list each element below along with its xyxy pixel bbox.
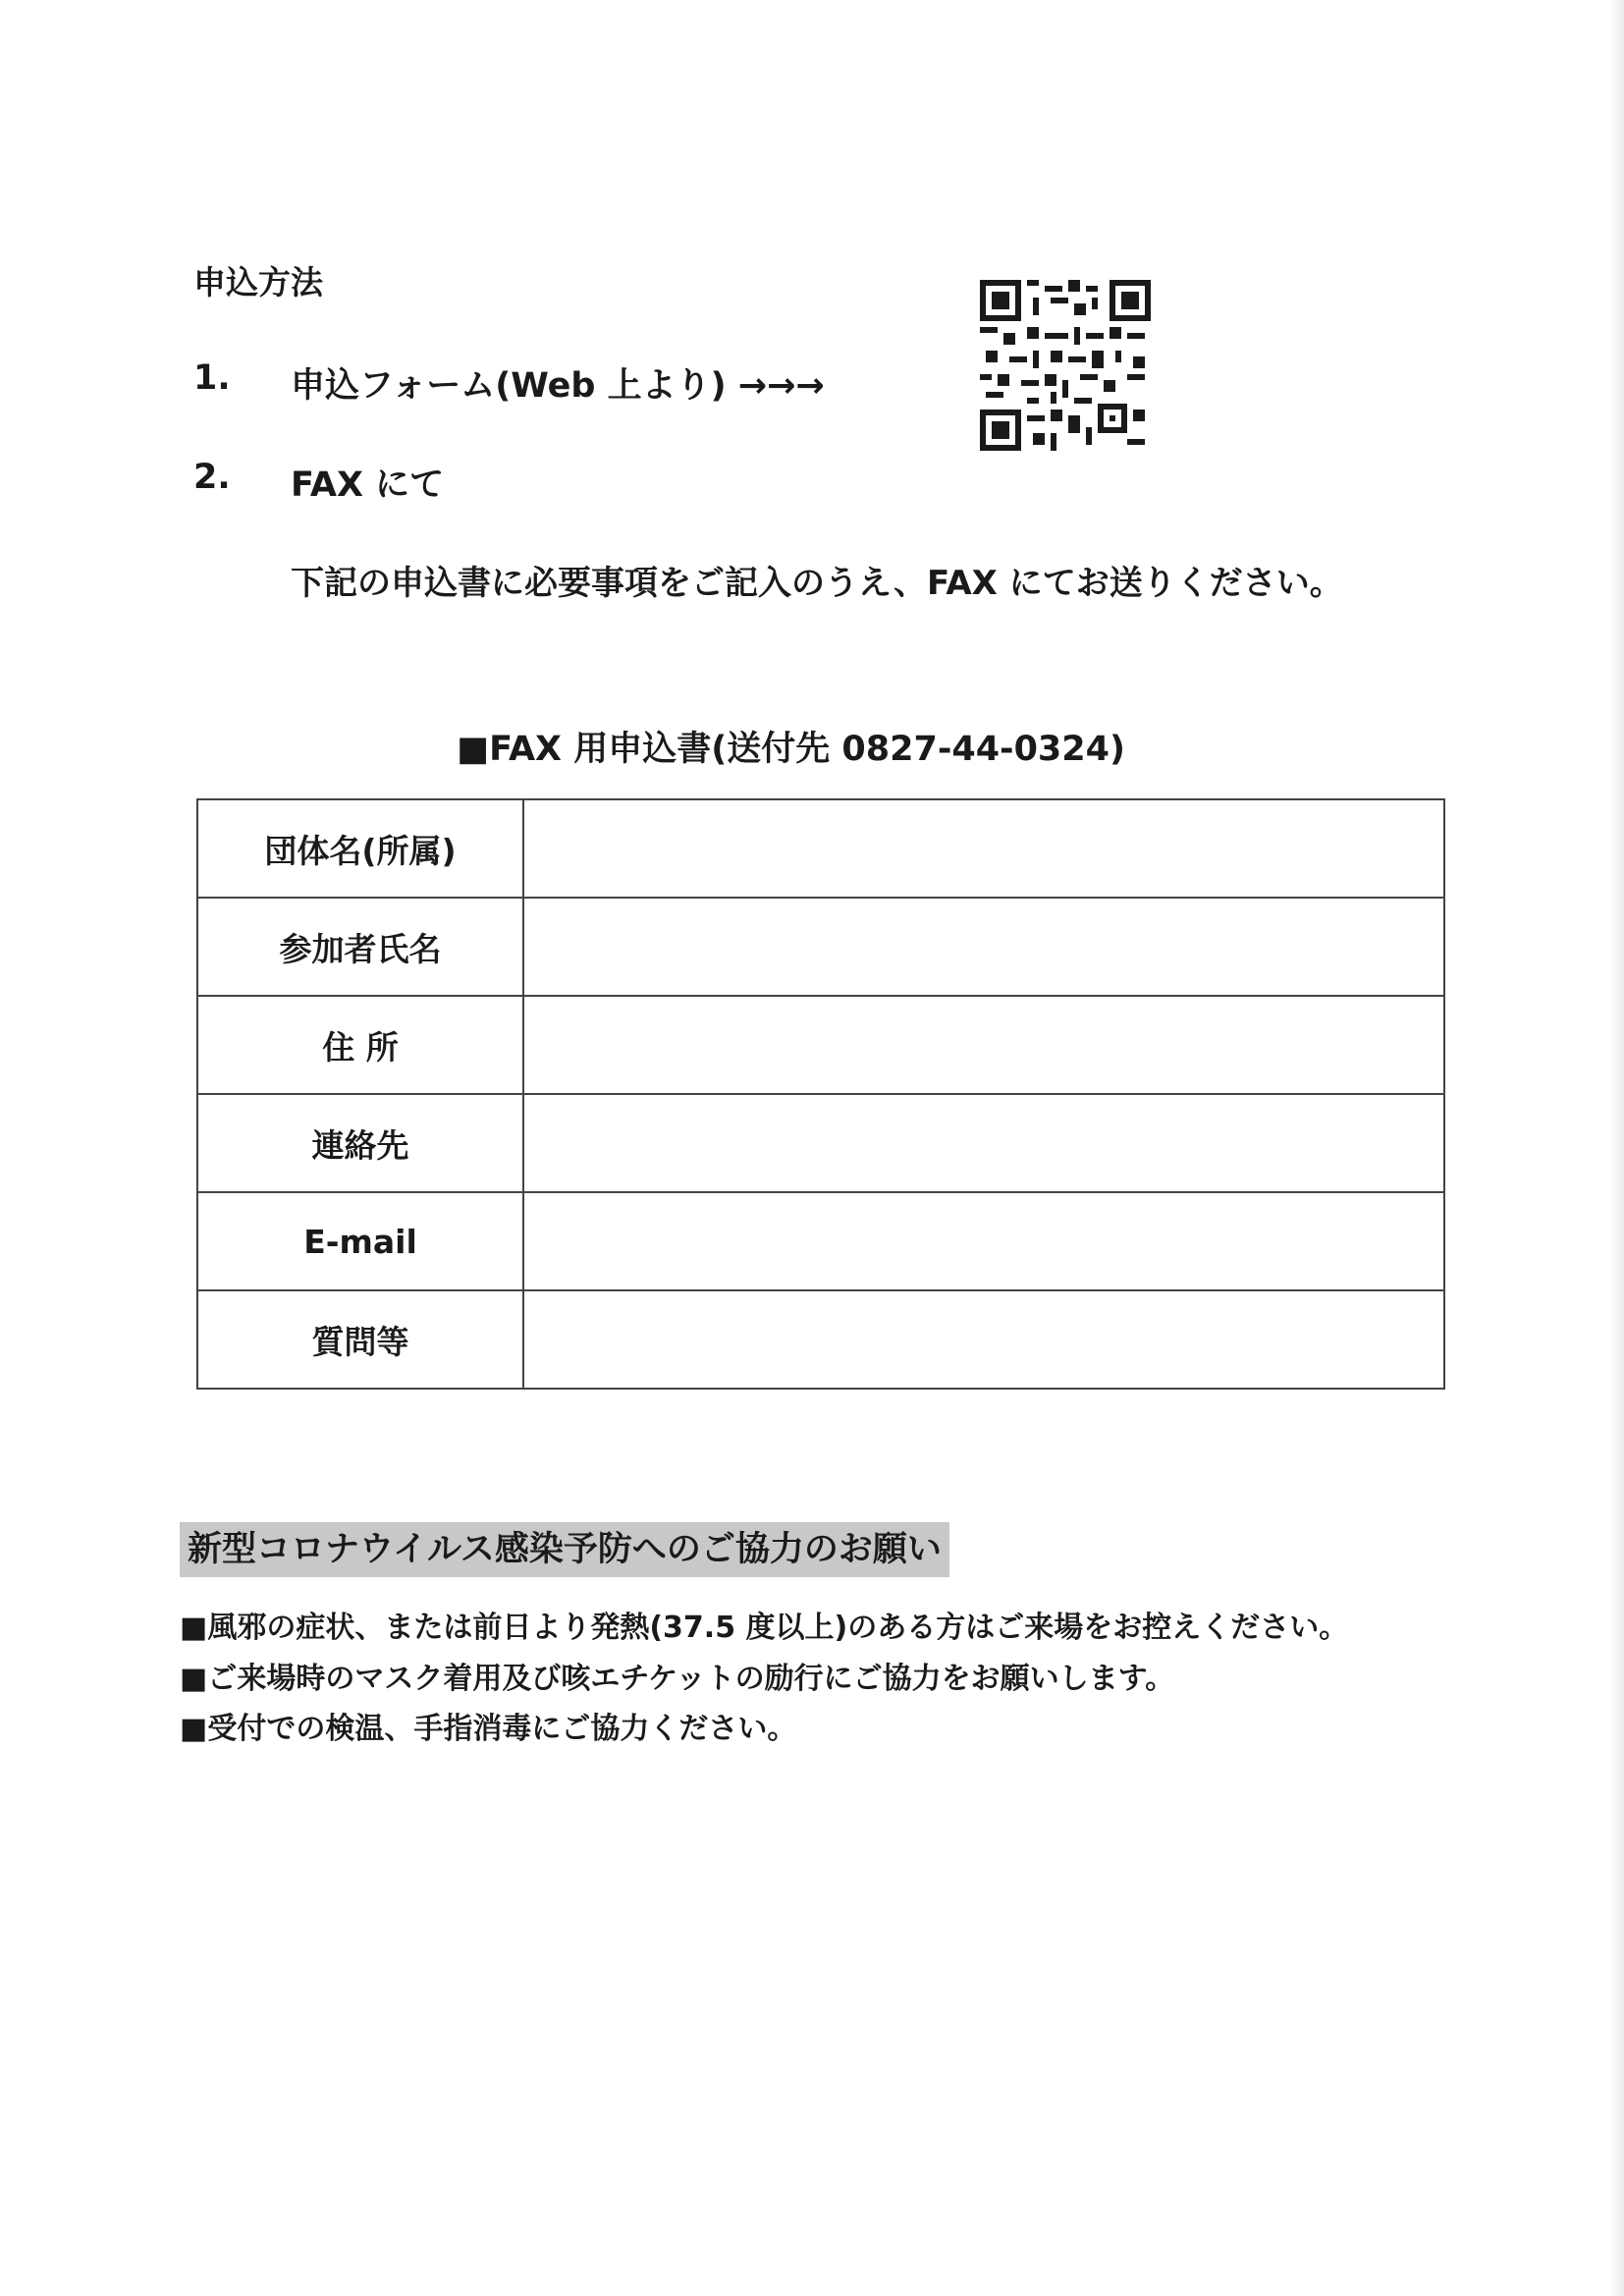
form-label-participant-name: 参加者氏名	[197, 898, 523, 996]
questions-field[interactable]	[523, 1290, 1444, 1389]
form-label-organization: 団体名(所属)	[197, 799, 523, 898]
form-row-participant-name	[197, 898, 1444, 996]
address-field[interactable]	[523, 996, 1444, 1094]
covid-notice-title: 新型コロナウイルス感染予防へのご協力のお願い	[180, 1522, 949, 1577]
notice-bullet-disinfection: ■受付での検温、手指消毒にご協力ください。	[180, 1712, 797, 1746]
item-web-form: 申込フォーム(Web 上より) →→→	[291, 366, 825, 406]
form-row-questions	[197, 1290, 1444, 1389]
contact-field[interactable]	[523, 1094, 1444, 1192]
item-fax: FAX にて	[291, 465, 445, 505]
participant-name-field[interactable]	[523, 898, 1444, 996]
qr-code-icon[interactable]	[980, 280, 1151, 451]
form-label-address: 住 所	[197, 996, 523, 1094]
notice-bullet-mask: ■ご来場時のマスク着用及び咳エチケットの励行にご協力をお願いします。	[180, 1662, 1175, 1696]
item-number-2: 2.	[193, 458, 231, 497]
form-label-questions: 質問等	[197, 1290, 523, 1389]
email-field[interactable]	[523, 1192, 1444, 1290]
form-row-contact	[197, 1094, 1444, 1192]
notice-bullet-fever: ■風邪の症状、または前日より発熱(37.5 度以上)のある方はご来場をお控えください。	[180, 1611, 1349, 1645]
item-number-1: 1.	[193, 358, 231, 398]
form-row-email	[197, 1192, 1444, 1290]
form-label-contact: 連絡先	[197, 1094, 523, 1192]
fax-instruction-text: 下記の申込書に必要事項をご記入のうえ、FAX にてお送りください。	[291, 564, 1343, 603]
scan-edge-shadow	[1610, 0, 1624, 2296]
organization-field[interactable]	[523, 799, 1444, 898]
fax-application-form	[196, 798, 1445, 1390]
form-label-email: E-mail	[197, 1192, 523, 1290]
application-method-heading: 申込方法	[193, 263, 323, 301]
form-row-address	[197, 996, 1444, 1094]
form-row-organization	[197, 799, 1444, 898]
fax-form-title: ■FAX 用申込書(送付先 0827-44-0324)	[457, 730, 1125, 769]
